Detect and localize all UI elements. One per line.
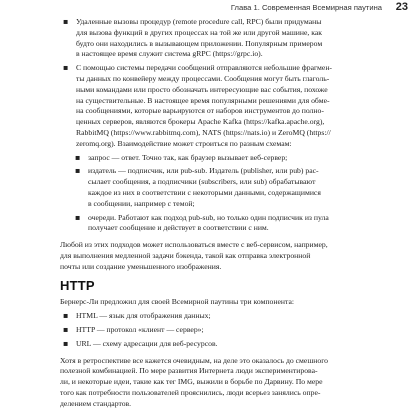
bullet-icon: ▪ (63, 311, 69, 321)
text-line: URL — схему адресации для веб-ресурсов. (76, 338, 218, 348)
text-line: ными командами или просто обозначать интересующие вас события, похоже (76, 84, 328, 94)
text-line: в сообщении, например с темой; (88, 198, 195, 208)
text-line: для выполнения медленной задачи бэкенда, такой как отправка электронной (60, 250, 311, 260)
text-line: ли, и некоторые идеи, такие как тег IMG, выжили в борьбе по Дарвину. По мере (60, 377, 323, 387)
list-item-http (60, 325, 360, 336)
list-item-html (60, 311, 360, 322)
paragraph-retrospective (60, 356, 360, 410)
text-line: получает сообщение и действует в соответствии с ним. (88, 223, 269, 233)
bullet-icon: ▪ (75, 152, 81, 162)
bullet-icon: ▪ (63, 324, 69, 334)
bullet-icon: ▪ (75, 166, 81, 176)
text-line: RabbitMQ (https://www.rabbitmq.com), NATS (https://nats.io) и ZeroMQ (https:// (76, 127, 331, 137)
text-line: на сообщениями, которые варьируются от наборов инструментов до полно- (76, 106, 324, 116)
text-line: делением стандартов. (60, 398, 132, 408)
text-line: HTTP — протокол «клиент — сервер»; (76, 324, 204, 334)
bullet-icon: ▪ (63, 338, 69, 348)
bullet-icon: ▪ (63, 17, 69, 26)
sub-item-request-response (60, 153, 360, 164)
chapter-title: Глава 1. Современная Всемирная паутина (230, 3, 382, 12)
text-line: каждое из них в соответствии с некоторыми данными, содержащимися (88, 187, 321, 197)
paragraph-approaches (60, 240, 360, 272)
text-line: сылает сообщения, а подписчики (subscribers, или sub) обрабатывают (88, 177, 316, 187)
sub-item-queues (60, 213, 360, 235)
text-line: Хотя в ретроспективе все кажется очевидным, на деле это оказалось до смешного (60, 355, 329, 365)
text-line: на существительные. В настоящее время популярными решениями для обме- (76, 95, 330, 105)
bullet-icon: ▪ (63, 63, 69, 73)
list-item-rpc (60, 17, 360, 60)
text-line: zeromq.org). Взаимодействие может строиться по разным схемам: (76, 138, 292, 148)
text-line: издатель — подписчик, или pub-sub. Издатель (publisher, или pub) рас- (88, 166, 319, 176)
text-line: полезной комбинацией. По мере развития Интернета люди экспериментирова- (60, 366, 318, 376)
bullet-icon: ▪ (75, 212, 81, 222)
sub-item-pub-sub (60, 166, 360, 209)
text-line: в настоящее время служит система gRPC (https://grpc.io). (76, 49, 263, 59)
text-line: того как потребности пользователей прояснились, люди всерьез занялись опре- (60, 387, 321, 397)
text-line: для вызова функций в других процессах на той же или другой машине, как (76, 27, 322, 37)
list-item-url (60, 339, 360, 350)
text-line: запрос — ответ. Точно так, как браузер вызывает веб-сервер; (88, 152, 288, 162)
text-line: очереди. Работают как подход pub-sub, но только один подписчик из пула (88, 212, 329, 222)
text-line: Любой из этих подходов может использоваться вместе с веб-сервисом, например, (60, 240, 328, 250)
text-line: Удаленные вызовы процедур (remote procedure call, RPC) были придуманы (76, 17, 322, 26)
text-line: почты или создание уменьшенного изображения. (60, 261, 222, 271)
text-line: ценных серверов, являются брокеры Apache Kafka (https://kafka.apache.org), (76, 117, 325, 127)
text-line: ты данных по конвейеру между процессами. Сообщения могут быть глаголь- (76, 73, 330, 83)
text-line: будто они находились в вызывающем приложении. Популярным примером (76, 38, 323, 48)
text-line: HTML — язык для отображения данных; (76, 311, 211, 321)
page-body (60, 17, 360, 410)
page-number: 23 (395, 1, 408, 13)
paragraph-berners-lee: Бернерс-Ли предложил для своей Всемирной паутины три компонента: (60, 297, 295, 307)
text-line: С помощью системы передачи сообщений отправляются небольшие фрагмен- (76, 63, 332, 73)
section-heading-http: HTTP (60, 277, 95, 293)
list-item-messaging (60, 63, 360, 149)
